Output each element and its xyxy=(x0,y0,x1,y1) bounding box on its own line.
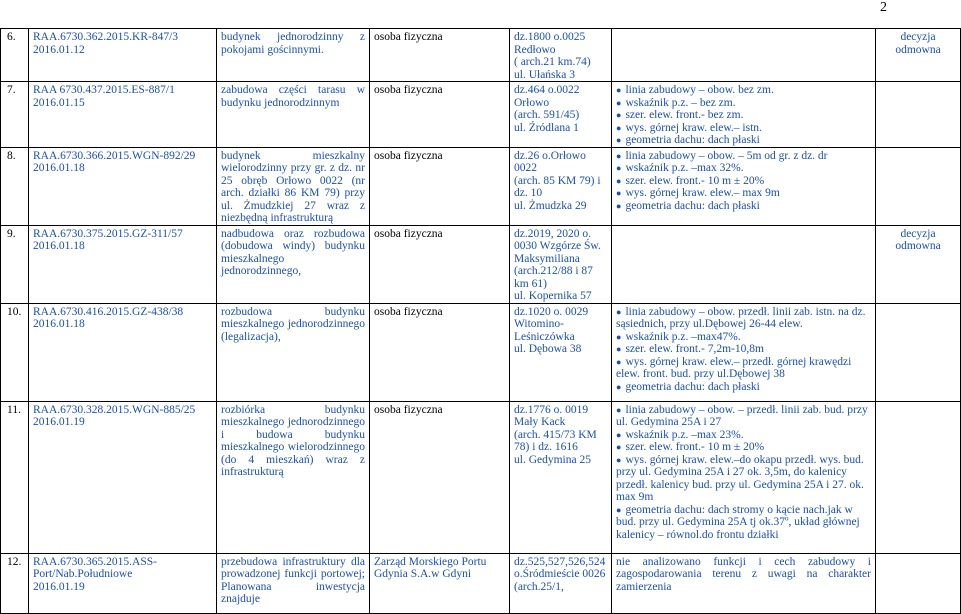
decision-status xyxy=(876,82,961,148)
row-number: 11. xyxy=(1,401,29,553)
row-number: 9. xyxy=(1,225,29,303)
table-row xyxy=(1,553,961,613)
project-description: nadbudowa oraz rozbudowa (dobudowa windy) budynku mieszkalnego jednorodzinnego, xyxy=(217,225,370,303)
building-conditions xyxy=(612,29,876,82)
applicant: Zarząd Morskiego Portu Gdynia S.A.w Gdyni xyxy=(370,553,510,613)
case-number: RAA.6730.416.2015.GZ-438/38 2016.01.18 xyxy=(29,303,217,401)
project-description: rozbiórka budynku mieszkalnego jednorodzinnego i budowa budynku mieszkalnego wielorodzinnego (do 4 mieszkań) wraz z infrastrukturą xyxy=(217,401,370,553)
plot-location: dz.1020 o. 0029 Witomino- Leśniczówka ul. Dębowa 38 xyxy=(510,303,612,401)
building-conditions: ● linia zabudowy – obow. bez zm. ● wskaźnik p.z. – bez zm. ● szer. elew. front.- bez zm. ● wys. górnej kraw. elew.– istn. ● geometria dachu: dach płaski xyxy=(612,82,876,148)
table-row xyxy=(1,29,961,82)
table-row xyxy=(1,82,961,148)
plot-location: dz.26 o.Orłowo 0022 (arch. 85 KM 79) i dz. 10 ul. Żmudzka 29 xyxy=(510,147,612,225)
row-number: 7. xyxy=(1,82,29,148)
case-number: RAA.6730.366.2015.WGN-892/29 2016.01.18 xyxy=(29,147,217,225)
table-row xyxy=(1,401,961,553)
building-conditions: ● linia zabudowy – obow. – 5m od gr. z dz. dr ● wskaźnik p.z. –max 32%. ● szer. elew. front.- 10 m ± 20% ● wys. górnej kraw. elew.– max 9m ● geometria dachu: dach płaski xyxy=(612,147,876,225)
row-number: 10. xyxy=(1,303,29,401)
applicant: osoba fizyczna xyxy=(370,29,510,82)
decision-table xyxy=(0,28,961,614)
decision-status: decyzja odmowna xyxy=(876,29,961,82)
project-description: budynek jednorodzinny z pokojami gościnnymi. xyxy=(217,29,370,82)
applicant: osoba fizyczna xyxy=(370,303,510,401)
applicant: osoba fizyczna xyxy=(370,147,510,225)
building-conditions: ● linia zabudowy – obow. przedł. linii zab. istn. na dz. sąsiednich, przy ul.Dębowej 26-44 elew. ● wskaźnik p.z. –max47%. ● szer. elew. front.- 7,2m-10,8m ● wys. górnej kraw. elew.– przedł. górnej krawędzi elew. front. bud. przy ul.Dębowej 38 ● geometria dachu: dach płaski xyxy=(612,303,876,401)
table-row xyxy=(1,225,961,303)
applicant: osoba fizyczna xyxy=(370,82,510,148)
case-number: RAA.6730.365.2015.ASS- Port/Nab.Południowe 2016.01.19 xyxy=(29,553,217,613)
case-number: RAA 6730.437.2015.ES-887/1 2016.01.15 xyxy=(29,82,217,148)
page-number: 2 xyxy=(880,0,887,15)
row-number: 8. xyxy=(1,147,29,225)
decision-status xyxy=(876,401,961,553)
plot-location: dz.464 o.0022 Orłowo (arch. 591/45) ul. Źródlana 1 xyxy=(510,82,612,148)
applicant: osoba fizyczna xyxy=(370,225,510,303)
decision-status: decyzja odmowna xyxy=(876,225,961,303)
row-number: 12. xyxy=(1,553,29,613)
case-number: RAA.6730.375.2015.GZ-311/57 2016.01.18 xyxy=(29,225,217,303)
case-number: RAA.6730.328.2015.WGN-885/25 2016.01.19 xyxy=(29,401,217,553)
project-description: zabudowa części tarasu w budynku jednorodzinnym xyxy=(217,82,370,148)
applicant: osoba fizyczna xyxy=(370,401,510,553)
project-description: budynek mieszkalny wielorodzinny przy gr. z dz. nr 25 obręb Orłowo 0022 (nr arch. działki 86 KM 79) przy ul. Żmudzkiej 27 wraz z niezbędną infrastrukturą xyxy=(217,147,370,225)
plot-location: dz.525,527,526,524 o.Śródmieście 0026 (arch.25/1, xyxy=(510,553,612,613)
row-number: 6. xyxy=(1,29,29,82)
building-conditions xyxy=(612,225,876,303)
table-row xyxy=(1,147,961,225)
plot-location: dz.1776 o. 0019 Mały Kack (arch. 415/73 KM 78) i dz. 1616 ul. Gedymina 25 xyxy=(510,401,612,553)
plot-location: dz.2019, 2020 o. 0030 Wzgórze Św. Maksymiliana (arch.212/88 i 87 km 61) ul. Kopernika 57 xyxy=(510,225,612,303)
table-row xyxy=(1,303,961,401)
project-description: rozbudowa budynku mieszkalnego jednorodzinnego (legalizacja), xyxy=(217,303,370,401)
decision-registry xyxy=(0,28,960,605)
decision-status xyxy=(876,553,961,613)
decision-status xyxy=(876,303,961,401)
building-conditions: ● linia zabudowy – obow. – przedł. linii zab. bud. przy ul. Gedymina 25A i 27 ● wskaźnik p.z. –max 23%. ● szer. elew. front.- 10 m ± 20% ● wys. górnej kraw. elew.–do okapu przedł. wys. bud. przy ul. Gedymina 25A i 27 ok. 3,5m, do kalenicy przedł. kalenicy bud. przy ul. Gedymina 25A i 27. ok. max 9m ● geometria dachu: dach stromy o kącie nach.jak w bud. przy ul. Gedymina 25A tj ok.37º, układ głównej kalenicy – równol.do frontu działki xyxy=(612,401,876,553)
plot-location: dz.1800 o.0025 Redłowo ( arch.21 km.74) ul. Ułańska 3 xyxy=(510,29,612,82)
decision-status xyxy=(876,147,961,225)
building-conditions: nie analizowano funkcji i cech zabudowy i zagospodarowania terenu z uwagi na charakter zamierzenia xyxy=(612,553,876,613)
project-description: przebudowa infrastruktury dla prowadzonej funkcji portowej; Planowana inwestycja znajduje xyxy=(217,553,370,613)
case-number: RAA.6730.362.2015.KR-847/3 2016.01.12 xyxy=(29,29,217,82)
